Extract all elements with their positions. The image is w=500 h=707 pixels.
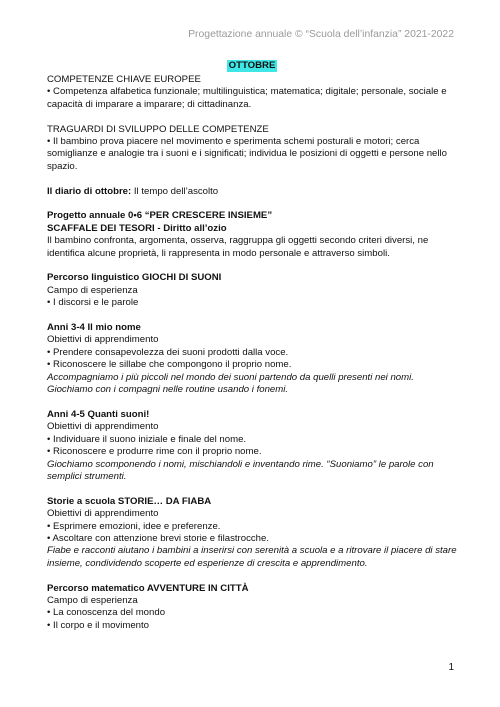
storie-title: STORIE… DA FIABA	[117, 495, 212, 507]
list-item: • Il corpo e il movimento	[47, 619, 149, 631]
progetto-text: Il bambino confronta, argomenta, osserva, raggruppa gli oggetti secondo criteri diversi, ne identifica alcune proprietà, li rappresenta in modo personale e attraverso simboli.	[47, 235, 429, 259]
linguistico-section	[47, 272, 457, 309]
anni45-title: Anni 4-5 Quanti suoni!	[47, 408, 150, 420]
storie-obiettivi-label: Obiettivi di apprendimento	[47, 508, 159, 520]
diario-section	[47, 186, 457, 198]
linguistico-heading	[47, 272, 457, 284]
anni45-section	[47, 409, 457, 483]
month-heading: OTTOBRE	[228, 60, 276, 71]
linguistico-title: GIOCHI DI SUONI	[141, 272, 222, 284]
anni34-note: Accompagniamo i più piccoli nel mondo dei suoni partendo da quelli presenti nei nomi. Giochiamo con i compagni nelle routine usando i fonemi.	[47, 371, 414, 396]
competenze-section	[47, 74, 457, 111]
page-number: 1	[448, 662, 454, 673]
storie-section	[47, 496, 457, 570]
matematico-prefix: Percorso matematico	[47, 582, 147, 594]
traguardi-section	[47, 124, 457, 174]
competenze-text: • Competenza alfabetica funzionale; multilinguistica; matematica; digitale; personale, sociale e capacità di imparare a imparare; di cittadinanza.	[47, 86, 447, 110]
list-item: • Esprimere emozioni, idee e preferenze.	[47, 520, 221, 532]
month-heading-row	[47, 60, 457, 73]
competenze-title: COMPETENZE CHIAVE EUROPEE	[47, 74, 201, 85]
linguistico-prefix: Percorso linguistico	[47, 272, 142, 284]
storie-note: Fiabe e racconti aiutano i bambini a inserirsi con serenità a scuola e a ritrovare il piacere di stare insieme, condividendo scoperte ed esperienze di crescita e apprendimento.	[47, 545, 457, 569]
anni45-note: Giochiamo scomponendo i nomi, mischiandoli e inventando rime. “Suoniamo” le parole con semplici strumenti.	[47, 458, 434, 482]
progetto-subtitle: SCAFFALE DEI TESORI - Diritto all’ozio	[47, 222, 227, 234]
diario-label: Il diario di ottobre:	[47, 185, 132, 197]
diario-value: Il tempo dell’ascolto	[131, 185, 219, 197]
list-item: • Riconoscere le sillabe che compongono il proprio nome.	[47, 359, 292, 371]
list-item: • Ascoltare con attenzione brevi storie e filastrocche.	[47, 532, 269, 544]
matematico-title: AVVENTURE IN CITTÀ	[146, 582, 249, 594]
traguardi-title: TRAGUARDI DI SVILUPPO DELLE COMPETENZE	[47, 123, 269, 135]
anni45-obiettivi-label: Obiettivi di apprendimento	[47, 421, 159, 433]
progetto-title: Progetto annuale 0•6 “PER CRESCERE INSIEME”	[47, 210, 273, 222]
matematico-campo-label: Campo di esperienza	[47, 594, 138, 606]
traguardi-text: • Il bambino prova piacere nel movimento e sperimenta schemi posturali e motori; cerca somiglianze e analogie tra i suoni e i significati; individua le posizioni di oggetti e persone nello spazio.	[47, 136, 447, 172]
matematico-section	[47, 583, 457, 633]
anni34-title: Anni 3-4 Il mio nome	[47, 322, 141, 334]
page-header: Progettazione annuale © “Scuola dell’infanzia” 2021-2022	[188, 29, 454, 40]
list-item: • I discorsi e le parole	[47, 297, 139, 309]
storie-prefix: Storie a scuola	[47, 495, 118, 507]
list-item: • Individuare il suono iniziale e finale del nome.	[47, 433, 247, 445]
progetto-section	[47, 210, 457, 260]
list-item: • Riconoscere e produrre rime con il proprio nome.	[47, 446, 262, 458]
matematico-heading	[47, 583, 457, 595]
linguistico-campo-label: Campo di esperienza	[47, 284, 138, 296]
list-item: • La conoscenza del mondo	[47, 607, 166, 619]
list-item: • Prendere consapevolezza dei suoni prodotti dalla voce.	[47, 346, 289, 358]
diario-line	[47, 186, 457, 198]
page-content	[47, 60, 457, 632]
anni34-section	[47, 322, 457, 396]
storie-heading	[47, 496, 457, 508]
anni34-obiettivi-label: Obiettivi di apprendimento	[47, 334, 159, 346]
